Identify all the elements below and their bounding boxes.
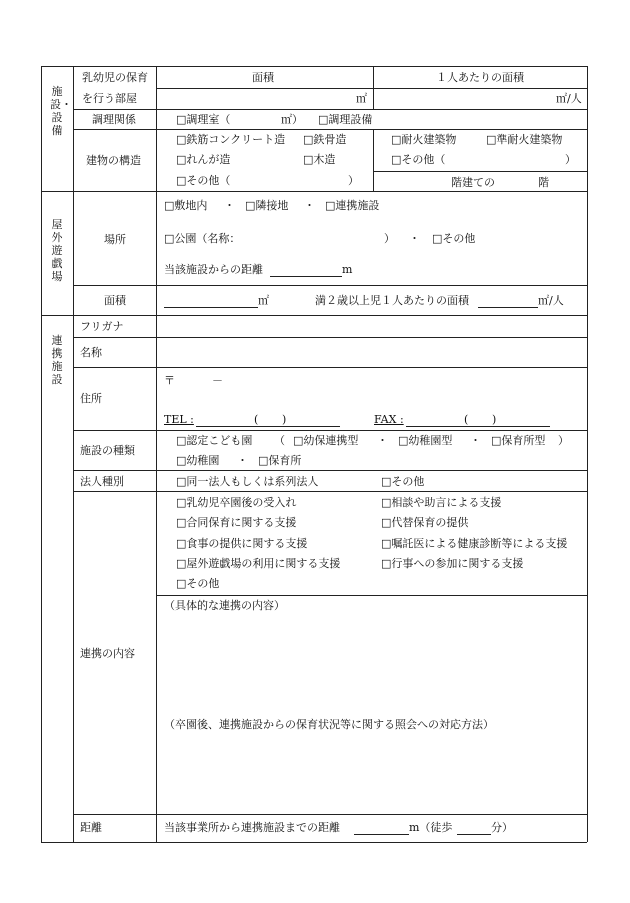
other-corp-checkbox[interactable]: □その他 xyxy=(381,475,425,488)
row-line xyxy=(73,814,587,815)
row-line xyxy=(156,88,587,89)
corp-type-label: 法人種別 xyxy=(80,475,124,488)
adjacent-checkbox[interactable]: □隣接地 xyxy=(245,199,289,212)
section-label-playground: 屋外遊戯場 xyxy=(51,218,63,283)
facility-type-label: 施設の種類 xyxy=(80,444,135,457)
content-checkbox[interactable]: □その他 xyxy=(176,577,220,590)
same-corp-checkbox[interactable]: □同一法人もしくは系列法人 xyxy=(176,475,319,488)
partner-distance-field[interactable] xyxy=(354,834,409,835)
inquiry-method-label: （卒園後、連携施設からの保育状況等に関する照会への対応方法） xyxy=(164,718,494,731)
nursery-type-checkbox[interactable]: □保育所型 xyxy=(491,434,546,447)
content-checkbox[interactable]: □合同保育に関する支援 xyxy=(176,516,297,529)
dot-separator: ・ xyxy=(377,434,388,447)
on-site-checkbox[interactable]: □敷地内 xyxy=(164,199,208,212)
table-border-bottom xyxy=(41,842,587,843)
per-child-area-field[interactable] xyxy=(478,307,538,308)
row-line xyxy=(73,109,587,110)
other-building-close: ） xyxy=(565,153,576,166)
structure-column-divider xyxy=(373,129,374,191)
park-close: ） xyxy=(384,232,395,245)
address-label: 住所 xyxy=(80,392,102,405)
area-unit: ㎡ xyxy=(356,92,367,105)
content-checkbox[interactable]: □代替保育の提供 xyxy=(381,516,469,529)
steel-checkbox[interactable]: □鉄骨造 xyxy=(303,133,347,146)
playground-other-checkbox[interactable]: □その他 xyxy=(432,232,476,245)
per-child-label: 満２歳以上児１人あたりの面積 xyxy=(315,294,469,307)
row-line xyxy=(73,430,587,431)
partner-distance-text: 当該事業所から連携施設までの距離 xyxy=(164,821,340,834)
playground-area-unit: ㎡ xyxy=(258,294,269,307)
per-person-header: １人あたりの面積 xyxy=(436,71,524,84)
per-child-unit: ㎡/人 xyxy=(538,294,564,307)
room-label-line2: を行う部屋 xyxy=(82,92,137,105)
row-line xyxy=(73,337,587,338)
floors-unit: 階 xyxy=(538,176,549,189)
playground-area-field[interactable] xyxy=(164,307,258,308)
room-label-line1: 乳幼児の保育 xyxy=(82,71,148,84)
other-building-checkbox[interactable]: □その他（ xyxy=(391,153,446,166)
tel-paren-close: ) xyxy=(282,413,287,426)
fireproof-checkbox[interactable]: □耐火建築物 xyxy=(391,133,457,146)
content-checkbox[interactable]: □嘱託医による健康診断等による支援 xyxy=(381,537,568,550)
dot-separator: ・ xyxy=(224,199,235,212)
kindergarten-type-checkbox[interactable]: □幼稚園型 xyxy=(398,434,453,447)
other-structure-close: ） xyxy=(348,174,359,187)
cooking-room-unit: ㎡） xyxy=(281,113,303,126)
linked-facility-checkbox[interactable]: □連携施設 xyxy=(325,199,380,212)
per-person-unit: ㎡/人 xyxy=(556,92,582,105)
section-label-facility: 施設・設備 xyxy=(50,85,72,137)
row-line xyxy=(73,470,587,471)
section-line xyxy=(41,315,587,316)
structure-label: 建物の構造 xyxy=(86,154,141,167)
cooking-label: 調理関係 xyxy=(92,113,136,126)
cooking-room-checkbox[interactable]: □調理室（ xyxy=(176,113,231,126)
nursery-checkbox[interactable]: □保育所 xyxy=(258,454,302,467)
label-column-divider xyxy=(156,66,157,842)
floors-label: 階建ての xyxy=(451,176,495,189)
table-border-left xyxy=(41,66,42,842)
cooking-equipment-checkbox[interactable]: □調理設備 xyxy=(318,113,373,126)
walk-minutes-field[interactable] xyxy=(457,834,491,835)
row-line xyxy=(373,171,587,172)
dot-separator: ・ xyxy=(237,454,248,467)
place-label: 場所 xyxy=(104,233,126,246)
row-line xyxy=(73,129,587,130)
playground-distance-field[interactable] xyxy=(270,276,342,277)
content-label: 連携の内容 xyxy=(80,647,135,660)
certified-kodomoen-checkbox[interactable]: □認定こども園 xyxy=(176,434,253,447)
content-checkbox[interactable]: □行事への参加に関する支援 xyxy=(381,557,524,570)
fax-field[interactable] xyxy=(406,426,550,427)
tel-label: TEL : xyxy=(164,413,194,426)
playground-distance-label: 当該施設からの距離 xyxy=(164,263,263,276)
other-structure-checkbox[interactable]: □その他（ xyxy=(176,174,231,187)
section-line xyxy=(41,191,587,192)
partner-distance-unit: m（徒歩 xyxy=(409,821,453,834)
semi-fireproof-checkbox[interactable]: □準耐火建築物 xyxy=(486,133,563,146)
tel-field[interactable] xyxy=(196,426,340,427)
area-header: 面積 xyxy=(252,71,274,84)
dot-separator: ・ xyxy=(304,199,315,212)
fax-label: FAX : xyxy=(374,413,404,426)
distance-row-label: 距離 xyxy=(80,821,102,834)
section-column-divider xyxy=(73,66,74,842)
dot-separator: ・ xyxy=(409,232,420,245)
kindergarten-checkbox[interactable]: □幼稚園 xyxy=(176,454,220,467)
content-checkbox[interactable]: □相談や助言による支援 xyxy=(381,496,502,509)
postal-mark: 〒 xyxy=(164,374,175,387)
dot-separator: ・ xyxy=(470,434,481,447)
rc-checkbox[interactable]: □鉄筋コンクリート造 xyxy=(176,133,286,146)
row-line xyxy=(156,595,587,596)
playground-area-label: 面積 xyxy=(104,294,126,307)
type-close-paren: ） xyxy=(558,434,569,447)
yoho-type-checkbox[interactable]: □幼保連携型 xyxy=(293,434,359,447)
concrete-content-label: （具体的な連携の内容） xyxy=(164,599,285,612)
playground-distance-unit: m xyxy=(342,263,353,276)
row-line xyxy=(73,285,587,286)
fax-paren-close: ) xyxy=(492,413,497,426)
area-column-divider xyxy=(373,66,374,109)
section-label-partner: 連携施設 xyxy=(51,334,63,386)
name-label: 名称 xyxy=(80,346,102,359)
wood-checkbox[interactable]: □木造 xyxy=(303,153,336,166)
table-border-top xyxy=(41,66,587,67)
fax-paren-open: ( xyxy=(464,413,469,426)
furigana-label: フリガナ xyxy=(80,320,124,333)
content-checkbox[interactable]: □乳幼児卒園後の受入れ xyxy=(176,496,297,509)
tel-paren-open: ( xyxy=(254,413,259,426)
postal-dash: － xyxy=(212,374,223,387)
table-border-right xyxy=(587,66,588,842)
row-line xyxy=(73,367,587,368)
type-open-paren: （ xyxy=(274,434,285,447)
park-checkbox[interactable]: □公園（名称： xyxy=(164,232,241,245)
content-checkbox[interactable]: □屋外遊戯場の利用に関する支援 xyxy=(176,557,341,570)
row-line xyxy=(73,491,587,492)
content-checkbox[interactable]: □食事の提供に関する支援 xyxy=(176,537,308,550)
walk-minutes-unit: 分） xyxy=(491,821,513,834)
brick-checkbox[interactable]: □れんが造 xyxy=(176,153,231,166)
